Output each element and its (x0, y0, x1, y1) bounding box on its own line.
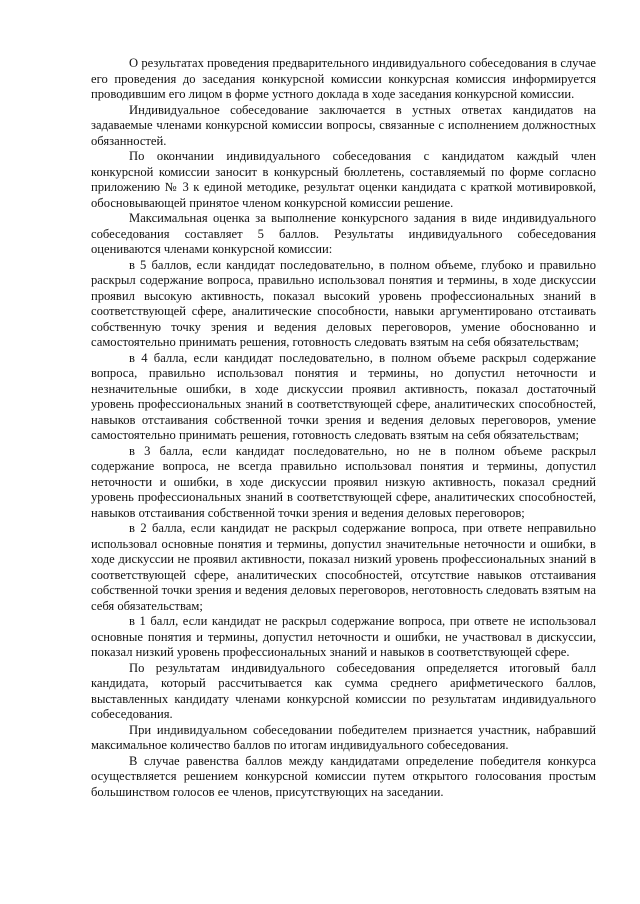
paragraph-final-score: По результатам индивидуального собеседования определяется итоговый балл кандидата, который рассчитывается как сумма среднего арифметического баллов, выставленных кандидату членами конкурсной комиссии по результатам индивидуального собеседования. (91, 660, 596, 721)
paragraph-ballot-entry: По окончании индивидуального собеседования с кандидатом каждый член конкурсной комиссии заносит в конкурсный бюллетень, составляемый по форме согласно приложению № 3 к единой методике, результат оценки кандидата с краткой мотивировкой, обосновывающей принятое членом конкурсной комиссии решение. (91, 149, 596, 210)
paragraph-max-score: Максимальная оценка за выполнение конкурсного задания в виде индивидуального собеседования составляет 5 баллов. Результаты индивидуального собеседования оцениваются членами конкурсной комиссии: (91, 211, 596, 256)
paragraph-preliminary-interview-results: О результатах проведения предварительного индивидуального собеседования в случае его проведения до заседания конкурсной комиссии конкурсная комиссия информируется проводившим его лицом в форме устного доклада в ходе заседания конкурсной комиссии. (91, 56, 596, 101)
paragraph-winner: При индивидуальном собеседовании победителем признается участник, набравший максимальное количество баллов по итогам индивидуального собеседования. (91, 722, 596, 752)
paragraph-score-2: в 2 балла, если кандидат не раскрыл содержание вопроса, при ответе неправильно использовал основные понятия и термины, допустил значительные неточности и ошибки, в ходе дискуссии не проявил активности, показал низкий уровень профессиональных знаний в соответствующей сфере, аналитических способностей, отсутствие навыков отстаивания собственной точки зрения и ведения деловых переговоров, неготовность следовать взятым на себя обязательствам; (91, 521, 596, 613)
paragraph-score-4: в 4 балла, если кандидат последовательно, в полном объеме раскрыл содержание вопроса, правильно использовал понятия и термины, но допустил неточности и незначительные ошибки, в ходе дискуссии проявил активность, показал достаточный уровень профессиональных знаний в соответствующей сфере, аналитических способностей, навыков отстаивания собственной точки зрения и ведения деловых переговоров, умение самостоятельно принимать решения, готовность следовать взятым на себя обязательствам; (91, 350, 596, 442)
paragraph-interview-definition: Индивидуальное собеседование заключается в устных ответах кандидатов на задаваемые членами конкурсной комиссии вопросы, связанные с исполнением должностных обязанностей. (91, 102, 596, 148)
document-page (91, 56, 596, 800)
paragraph-tie-break: В случае равенства баллов между кандидатами определение победителя конкурса осуществляется решением конкурсной комиссии путем открытого голосования простым большинством голосов ее членов, присутствующих на заседании. (91, 753, 596, 799)
paragraph-score-3: в 3 балла, если кандидат последовательно, но не в полном объеме раскрыл содержание вопроса, не всегда правильно использовал понятия и термины, допустил неточности и ошибки, в ходе дискуссии проявил низкую активность, показал средний уровень профессиональных знаний в соответствующей сфере, аналитических способностей, навыков отстаивания собственной точки зрения и ведения деловых переговоров; (91, 443, 596, 520)
paragraph-score-1: в 1 балл, если кандидат не раскрыл содержание вопроса, при ответе не использовал основные понятия и термины, допустил неточности и ошибки, не участвовал в дискуссии, показал низкий уровень профессиональных знаний и навыков в соответствующей сфере. (91, 614, 596, 659)
paragraph-score-5: в 5 баллов, если кандидат последовательно, в полном объеме, глубоко и правильно раскрыл содержание вопроса, правильно использовал понятия и термины, в ходе дискуссии проявил высокую активность, показал высокий уровень профессиональных знаний в соответствующей сфере, аналитические способности, навыки аргументировано отстаивать собственную точку зрения и ведения деловых переговоров, умение обоснованно и самостоятельно принимать решения, готовность следовать взятым на себя обязательствам; (91, 257, 596, 349)
